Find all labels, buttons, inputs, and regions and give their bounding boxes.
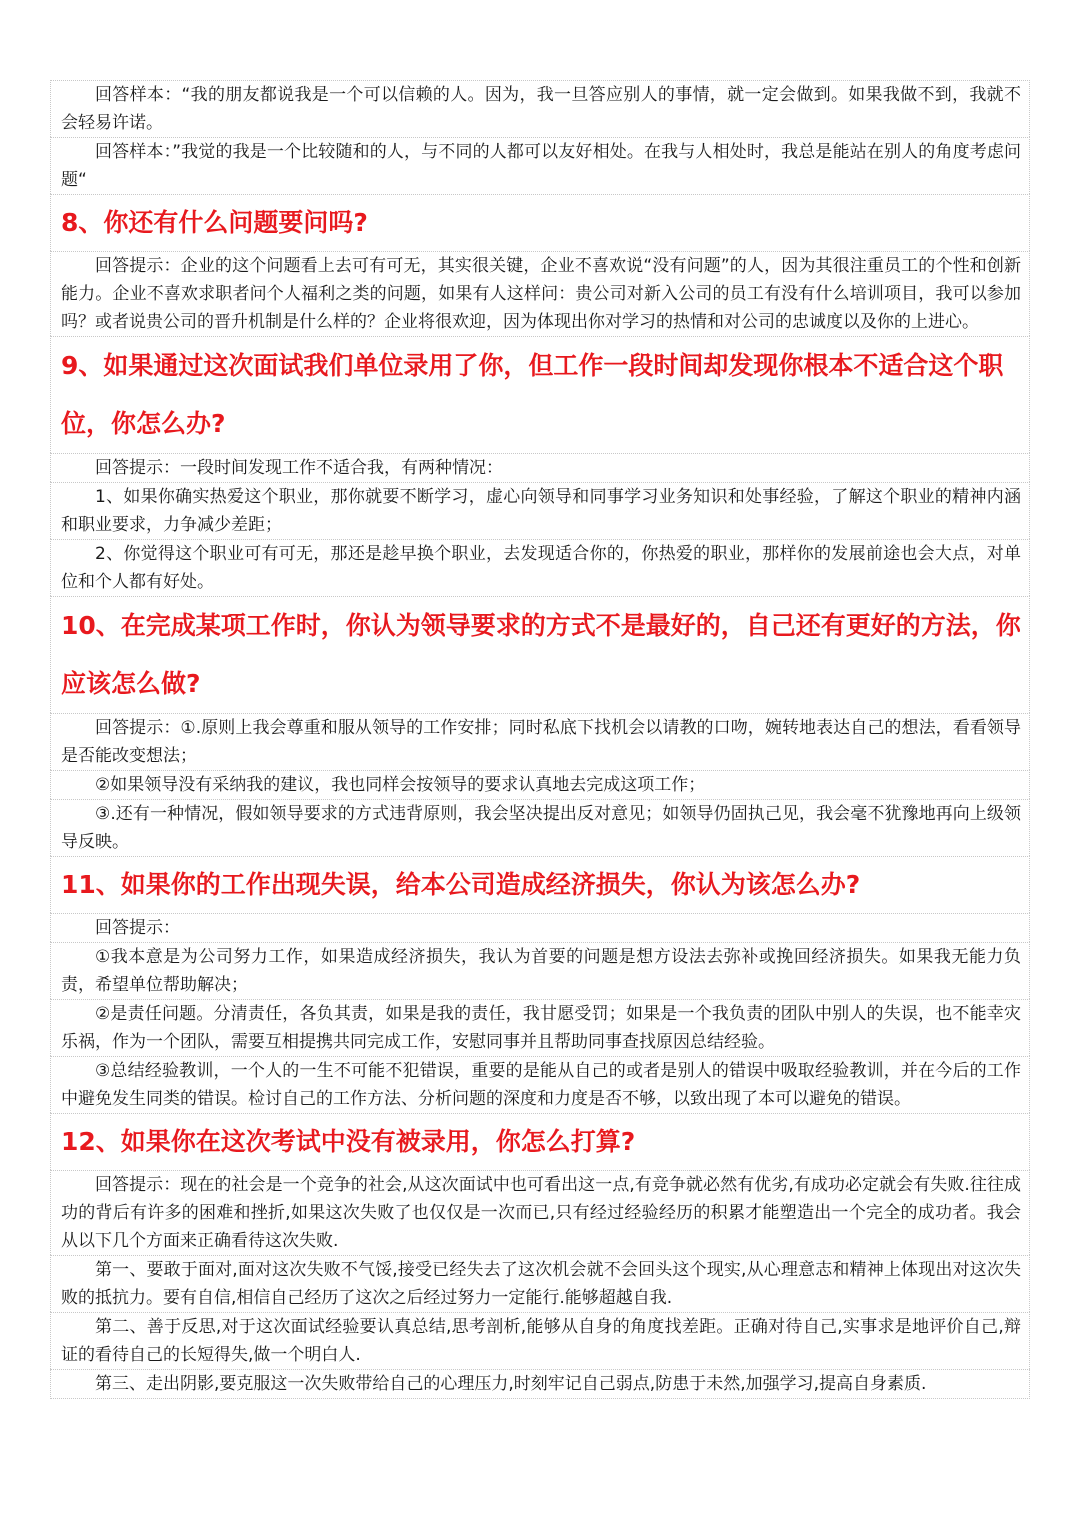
paragraph-text: 回答样本：”我觉的我是一个比较随和的人，与不同的人都可以友好相处。在我与人相处时，我总是能站在别人的角度考虑问题“ [61,142,1021,190]
question-heading-9 [50,336,1030,453]
paragraph-text: 回答提示： [95,918,180,938]
paragraph-text: 回答提示：一段时间发现工作不适合我，有两种情况： [95,458,503,478]
answer-point-paragraph [50,799,1030,856]
answer-point-paragraph [50,770,1030,799]
heading-text: 10、在完成某项工作时，你认为领导要求的方式不是最好的，自己还有更好的方法，你应该怎么做? [61,611,1021,698]
heading-text: 8、你还有什么问题要问吗? [61,208,368,237]
paragraph-text: 回答提示：企业的这个问题看上去可有可无，其实很关键，企业不喜欢说“没有问题”的人，因为其很注重员工的个性和创新能力。企业不喜欢求职者问个人福利之类的问题，如果有人这样问：贵公司对新入公司的员工有没有什么培训项目，我可以参加吗？或者说贵公司的晋升机制是什么样的？企业将很欢迎，因为体现出你对学习的热情和对公司的忠诚度以及你的上进心。 [61,256,1021,332]
paragraph-text: ②是责任问题。分清责任，各负其责，如果是我的责任，我甘愿受罚；如果是一个我负责的团队中别人的失误，也不能幸灾乐祸，作为一个团队，需要互相提携共同完成工作，安慰同事并且帮助同事查找原因总结经验。 [61,1004,1021,1052]
answer-hint-paragraph [50,251,1030,336]
question-heading-8 [50,194,1030,251]
answer-point-paragraph [50,482,1030,539]
paragraph-text: 回答提示：①.原则上我会尊重和服从领导的工作安排；同时私底下找机会以请教的口吻，婉转地表达自己的想法，看看领导是否能改变想法； [61,718,1021,766]
answer-point-paragraph [50,1056,1030,1113]
paragraph-text: 1、如果你确实热爱这个职业，那你就要不断学习，虚心向领导和同事学习业务知识和处事经验，了解这个职业的精神内涵和职业要求，力争减少差距； [61,487,1021,535]
answer-point-paragraph [50,1312,1030,1369]
answer-point-paragraph [50,942,1030,999]
answer-hint-paragraph [50,713,1030,770]
paragraph-text: 第三、走出阴影,要克服这一次失败带给自己的心理压力,时刻牢记自己弱点,防患于未然,加强学习,提高自身素质. [95,1374,927,1394]
document-page [50,80,1030,1399]
answer-hint-paragraph [50,1170,1030,1255]
answer-point-paragraph [50,1255,1030,1312]
heading-text: 9、如果通过这次面试我们单位录用了你，但工作一段时间却发现你根本不适合这个职位，你怎么办? [61,351,1004,438]
answer-sample-paragraph [50,137,1030,194]
paragraph-text: 回答样本：“我的朋友都说我是一个可以信赖的人。因为，我一旦答应别人的事情，就一定会做到。如果我做不到，我就不会轻易许诺。 [61,85,1021,133]
heading-text: 12、如果你在这次考试中没有被录用，你怎么打算? [61,1127,636,1156]
paragraph-text: ③.还有一种情况，假如领导要求的方式违背原则，我会坚决提出反对意见；如领导仍固执己见，我会毫不犹豫地再向上级领导反映。 [61,804,1021,852]
question-heading-10 [50,596,1030,713]
question-heading-12 [50,1113,1030,1170]
answer-hint-paragraph [50,913,1030,942]
answer-hint-paragraph [50,453,1030,482]
answer-point-paragraph [50,999,1030,1056]
answer-point-paragraph [50,1369,1030,1399]
answer-sample-paragraph [50,80,1030,137]
paragraph-text: ①我本意是为公司努力工作，如果造成经济损失，我认为首要的问题是想方设法去弥补或挽回经济损失。如果我无能力负责，希望单位帮助解决； [61,947,1021,995]
paragraph-text: 2、你觉得这个职业可有可无，那还是趁早换个职业，去发现适合你的，你热爱的职业，那样你的发展前途也会大点，对单位和个人都有好处。 [61,544,1021,592]
question-heading-11 [50,856,1030,913]
paragraph-text: 第二、善于反思,对于这次面试经验要认真总结,思考剖析,能够从自身的角度找差距。正确对待自己,实事求是地评价自己,辩证的看待自己的长短得失,做一个明白人. [61,1317,1021,1365]
heading-text: 11、如果你的工作出现失误，给本公司造成经济损失，你认为该怎么办? [61,870,861,899]
paragraph-text: 回答提示：现在的社会是一个竞争的社会,从这次面试中也可看出这一点,有竞争就必然有优劣,有成功必定就会有失败.往往成功的背后有许多的困难和挫折,如果这次失败了也仅仅是一次而已,只有经过经验经历的积累才能塑造出一个完全的成功者。我会从以下几个方面来正确看待这次失败. [61,1175,1021,1251]
paragraph-text: 第一、要敢于面对,面对这次失败不气馁,接受已经失去了这次机会就不会回头这个现实,从心理意志和精神上体现出对这次失败的抵抗力。要有自信,相信自己经历了这次之后经过努力一定能行.能够超越自我. [61,1260,1021,1308]
answer-point-paragraph [50,539,1030,596]
paragraph-text: ③总结经验教训，一个人的一生不可能不犯错误，重要的是能从自己的或者是别人的错误中吸取经验教训，并在今后的工作中避免发生同类的错误。检讨自己的工作方法、分析问题的深度和力度是否不够，以致出现了本可以避免的错误。 [61,1061,1021,1109]
paragraph-text: ②如果领导没有采纳我的建议，我也同样会按领导的要求认真地去完成这项工作； [95,775,706,795]
